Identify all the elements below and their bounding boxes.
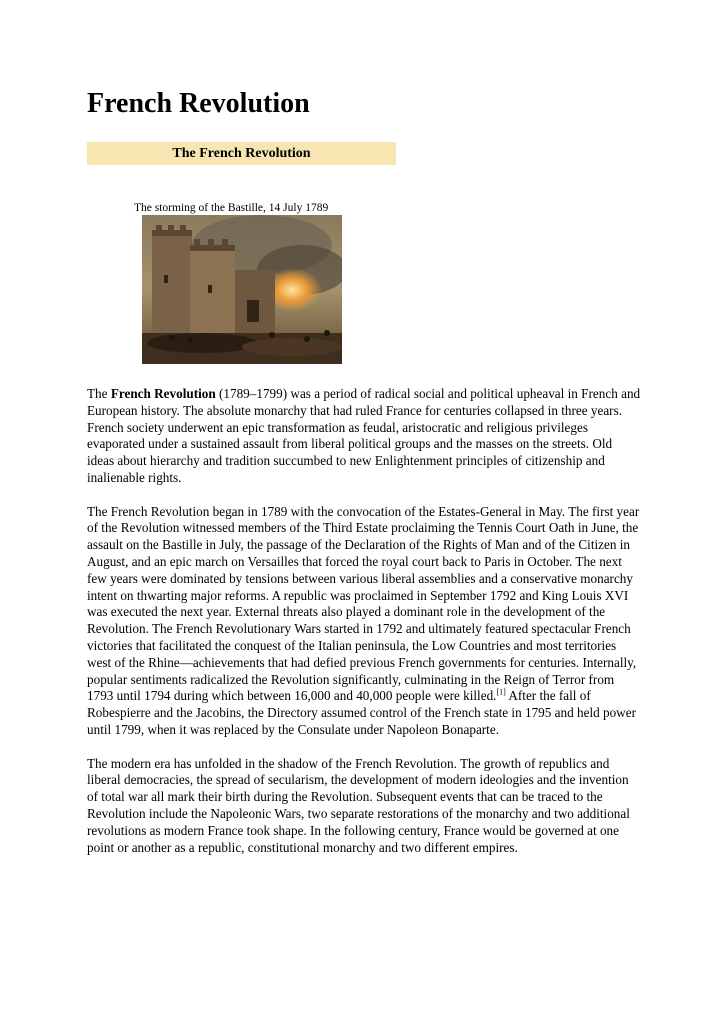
history-text: The French Revolution began in 1789 with the convocation of the Estates-General in May. The first year of the Revolution witnessed members of the Third Estate proclaiming the Tennis Court Oath in June, the assault on the Bastille in July, the passage of the Declaration of the Rights of Man and of the Citizen in August, and an epic march on Versailles that forced the royal court back to Paris in October. The next few years were dominated by tensions between various liberal assemblies and a conservative monarchy intent on thwarting major reforms. A republic was proclaimed in September 1792 and King Louis XVI was executed the next year. External threats also played a dominant role in the development of the Revolution. The French Revolutionary Wars started in 1792 and ultimately featured spectacular French victories that facilitated the conquest of the Italian peninsula, the Low Countries and most territories west of the Rhine—achievements that had defied previous French governments for centuries. Internally, popular sentiments radicalized the Revolution significantly, culminating in the Reign of Terror from 1793 until 1794 during which between 16,000 and 40,000 people were killed. bbox=[87, 503, 640, 704]
history-paragraph bbox=[87, 504, 642, 739]
intro-lead-word: The bbox=[87, 386, 111, 401]
intro-rest: (1789–1799) was a period of radical social and political upheaval in French and European history. The absolute monarchy that had ruled France for centuries collapsed in three years. French society underwent an epic transformation as feudal, aristocratic and religious privileges evaporated under a sustained assault from liberal political groups and the masses on the streets. Old ideas about hierarchy and tradition succumbed to new Enlightenment principles of citizenship and inalienable rights. bbox=[87, 386, 641, 485]
reference-link[interactable]: [1] bbox=[496, 687, 506, 697]
article-body bbox=[87, 386, 642, 873]
image-caption: The storming of the Bastille, 14 July 1789 bbox=[134, 202, 329, 214]
bastille-painting-image bbox=[142, 215, 342, 364]
page-title: French Revolution bbox=[87, 88, 310, 119]
intro-paragraph bbox=[87, 386, 642, 487]
bold-term: French Revolution bbox=[110, 386, 216, 401]
infobox-header: The French Revolution bbox=[87, 142, 396, 165]
history-text-continued: After the fall of Robespierre and the Jacobins, the Directory assumed control of the French state in 1795 and held power until 1799, when it was replaced by the Consulate under Napoleon Bonaparte. bbox=[87, 688, 636, 737]
legacy-paragraph: The modern era has unfolded in the shadow of the French Revolution. The growth of republics and liberal democracies, the spread of secularism, the development of modern ideologies and the invention of total war all mark their birth during the Revolution. Subsequent events that can be traced to the Revolution include the Napoleonic Wars, two separate restorations of the monarchy and two additional revolutions as modern France took shape. In the following century, France would be governed at one point or another as a republic, constitutional monarchy and two different empires. bbox=[87, 755, 630, 855]
